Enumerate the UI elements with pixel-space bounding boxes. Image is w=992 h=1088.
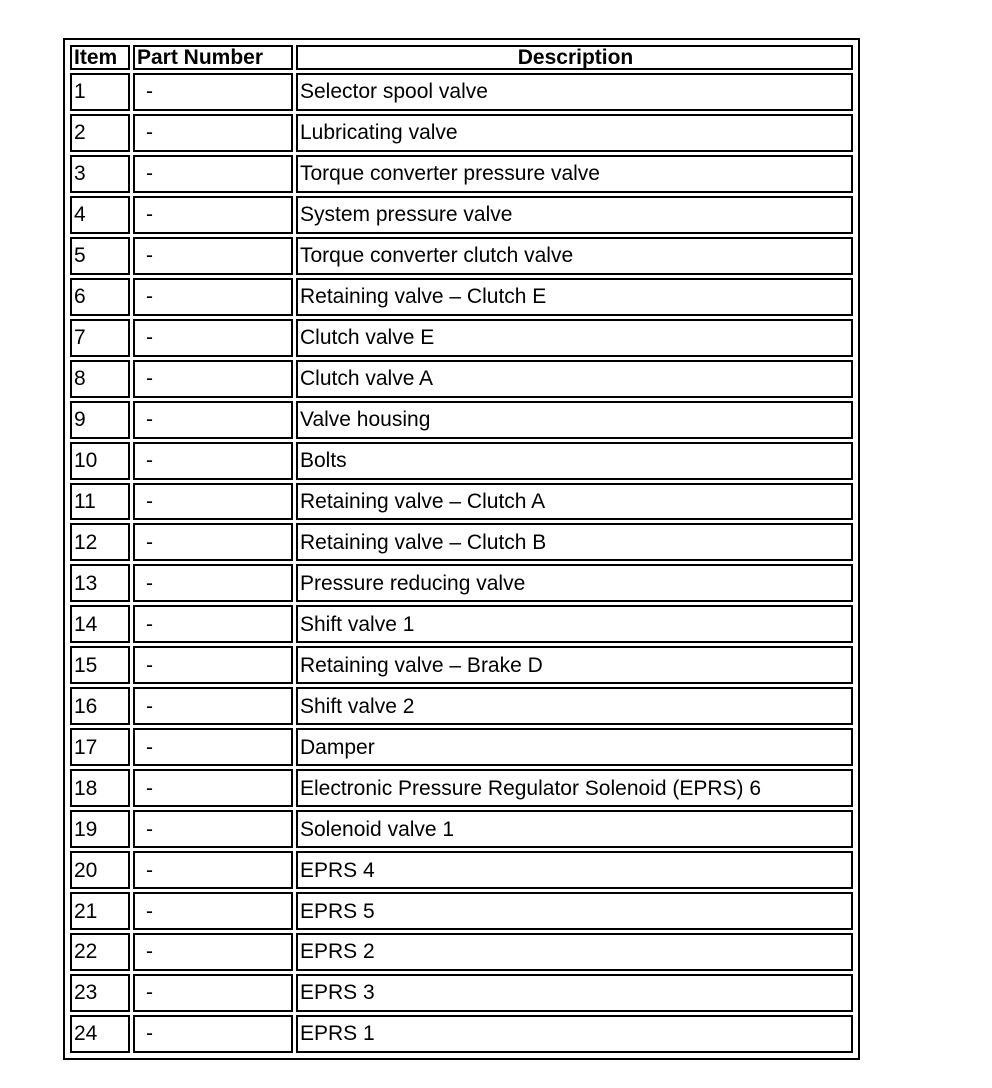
table-row bbox=[70, 442, 853, 480]
cell-part-number: - bbox=[133, 483, 293, 521]
cell-part-number: - bbox=[133, 523, 293, 561]
cell-part-number: - bbox=[133, 401, 293, 439]
cell-description: Clutch valve A bbox=[296, 360, 853, 398]
cell-part-number: - bbox=[133, 728, 293, 766]
cell-item: 6 bbox=[70, 278, 130, 316]
cell-part-number: - bbox=[133, 564, 293, 602]
table-row bbox=[70, 851, 853, 889]
table-row bbox=[70, 73, 853, 111]
cell-part-number: - bbox=[133, 442, 293, 480]
cell-part-number: - bbox=[133, 360, 293, 398]
table-row bbox=[70, 933, 853, 971]
cell-part-number: - bbox=[133, 933, 293, 971]
cell-part-number: - bbox=[133, 114, 293, 152]
cell-description: Retaining valve – Clutch E bbox=[296, 278, 853, 316]
header-part-number: Part Number bbox=[133, 45, 293, 70]
cell-description: EPRS 5 bbox=[296, 892, 853, 930]
table-row bbox=[70, 769, 853, 807]
table-row bbox=[70, 401, 853, 439]
cell-item: 21 bbox=[70, 892, 130, 930]
cell-item: 15 bbox=[70, 646, 130, 684]
cell-description: EPRS 3 bbox=[296, 974, 853, 1012]
cell-description: System pressure valve bbox=[296, 196, 853, 234]
cell-item: 4 bbox=[70, 196, 130, 234]
table-row bbox=[70, 810, 853, 848]
cell-item: 20 bbox=[70, 851, 130, 889]
cell-description: Retaining valve – Clutch A bbox=[296, 483, 853, 521]
cell-part-number: - bbox=[133, 810, 293, 848]
cell-part-number: - bbox=[133, 646, 293, 684]
table-row bbox=[70, 319, 853, 357]
cell-item: 11 bbox=[70, 483, 130, 521]
cell-description: Electronic Pressure Regulator Solenoid (EPRS) 6 bbox=[296, 769, 853, 807]
table-row bbox=[70, 1015, 853, 1053]
cell-item: 7 bbox=[70, 319, 130, 357]
cell-part-number: - bbox=[133, 1015, 293, 1053]
cell-description: Pressure reducing valve bbox=[296, 564, 853, 602]
cell-part-number: - bbox=[133, 155, 293, 193]
cell-description: Shift valve 2 bbox=[296, 687, 853, 725]
header-item: Item bbox=[70, 45, 130, 70]
table-row bbox=[70, 605, 853, 643]
cell-description: Retaining valve – Clutch B bbox=[296, 523, 853, 561]
table-row bbox=[70, 196, 853, 234]
cell-item: 22 bbox=[70, 933, 130, 971]
cell-item: 12 bbox=[70, 523, 130, 561]
table-row bbox=[70, 483, 853, 521]
cell-item: 14 bbox=[70, 605, 130, 643]
cell-part-number: - bbox=[133, 769, 293, 807]
cell-description: Bolts bbox=[296, 442, 853, 480]
cell-item: 10 bbox=[70, 442, 130, 480]
header-description: Description bbox=[296, 45, 853, 70]
cell-item: 19 bbox=[70, 810, 130, 848]
table-row bbox=[70, 646, 853, 684]
table-row bbox=[70, 114, 853, 152]
cell-item: 9 bbox=[70, 401, 130, 439]
parts-table-container bbox=[63, 38, 860, 1060]
cell-description: Clutch valve E bbox=[296, 319, 853, 357]
cell-description: Torque converter pressure valve bbox=[296, 155, 853, 193]
cell-part-number: - bbox=[133, 687, 293, 725]
cell-part-number: - bbox=[133, 237, 293, 275]
table-row bbox=[70, 728, 853, 766]
cell-part-number: - bbox=[133, 319, 293, 357]
table-row bbox=[70, 687, 853, 725]
cell-part-number: - bbox=[133, 278, 293, 316]
cell-description: Lubricating valve bbox=[296, 114, 853, 152]
table-row bbox=[70, 155, 853, 193]
cell-item: 24 bbox=[70, 1015, 130, 1053]
table-row bbox=[70, 523, 853, 561]
cell-item: 17 bbox=[70, 728, 130, 766]
cell-description: EPRS 1 bbox=[296, 1015, 853, 1053]
cell-item: 13 bbox=[70, 564, 130, 602]
cell-item: 16 bbox=[70, 687, 130, 725]
cell-item: 2 bbox=[70, 114, 130, 152]
table-row bbox=[70, 278, 853, 316]
cell-item: 3 bbox=[70, 155, 130, 193]
cell-item: 23 bbox=[70, 974, 130, 1012]
cell-part-number: - bbox=[133, 196, 293, 234]
cell-description: EPRS 2 bbox=[296, 933, 853, 971]
cell-description: EPRS 4 bbox=[296, 851, 853, 889]
cell-item: 18 bbox=[70, 769, 130, 807]
cell-part-number: - bbox=[133, 73, 293, 111]
table-row bbox=[70, 892, 853, 930]
cell-description: Retaining valve – Brake D bbox=[296, 646, 853, 684]
cell-part-number: - bbox=[133, 974, 293, 1012]
cell-description: Selector spool valve bbox=[296, 73, 853, 111]
cell-part-number: - bbox=[133, 892, 293, 930]
cell-description: Torque converter clutch valve bbox=[296, 237, 853, 275]
table-row bbox=[70, 360, 853, 398]
table-body bbox=[70, 73, 853, 1053]
cell-description: Solenoid valve 1 bbox=[296, 810, 853, 848]
table-header-row bbox=[70, 45, 853, 70]
cell-item: 8 bbox=[70, 360, 130, 398]
cell-item: 5 bbox=[70, 237, 130, 275]
cell-part-number: - bbox=[133, 851, 293, 889]
cell-part-number: - bbox=[133, 605, 293, 643]
table-row bbox=[70, 237, 853, 275]
cell-description: Valve housing bbox=[296, 401, 853, 439]
cell-description: Damper bbox=[296, 728, 853, 766]
parts-table bbox=[67, 42, 856, 1056]
table-row bbox=[70, 974, 853, 1012]
table-row bbox=[70, 564, 853, 602]
cell-item: 1 bbox=[70, 73, 130, 111]
cell-description: Shift valve 1 bbox=[296, 605, 853, 643]
